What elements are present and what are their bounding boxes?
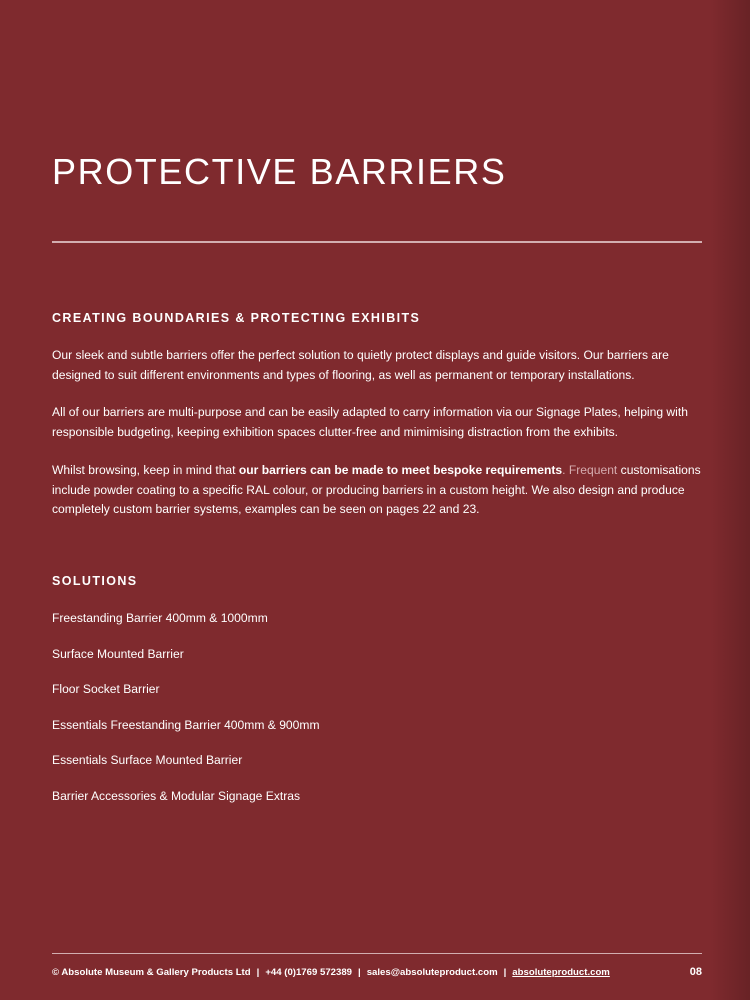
footer-separator: | xyxy=(358,967,361,978)
page-number: 08 xyxy=(689,966,702,978)
footer-separator: | xyxy=(256,967,260,978)
intro-paragraph-1: Our sleek and subtle barriers offer the perfect solution to quietly protect displays and guide visitors. Our barriers are designed to suit different environments and types of flooring, as well as permanent or temporary installations. xyxy=(52,348,669,382)
intro-heading: CREATING BOUNDARIES & PROTECTING EXHIBITS xyxy=(52,311,421,325)
solutions-heading: SOLUTIONS xyxy=(52,574,138,588)
footer-separator: | xyxy=(503,967,507,978)
intro-paragraph-3-end: customisations include powder coating to a specific RAL colour, or producing barriers in a custom height. We also design and produce completely custom barrier systems, examples can be seen on pages 22 and 23. xyxy=(52,463,701,516)
footer-website-link[interactable]: absoluteproduct.com xyxy=(512,967,610,978)
footer-phone: +44 (0)1769 572389 xyxy=(265,967,352,978)
page-edge-shadow xyxy=(710,0,750,1000)
intro-paragraph-3-faded: . Frequent xyxy=(562,463,618,477)
solution-item-accessories: Barrier Accessories & Modular Signage Extras xyxy=(52,788,301,803)
bespoke-highlight: our barriers can be made to meet bespoke requirements xyxy=(238,463,563,477)
intro-paragraph-2: All of our barriers are multi-purpose and can be easily adapted to carry information via our Signage Plates, helping with responsible budgeting, keeping exhibition spaces clutter-free and mimimising distraction from the exhibits. xyxy=(52,405,688,439)
footer xyxy=(52,966,610,980)
intro-paragraph-3-start: Whilst browsing, keep in mind that xyxy=(52,463,239,477)
solution-item-essentials-freestanding: Essentials Freestanding Barrier 400mm & 900mm xyxy=(52,717,320,732)
solution-item-freestanding: Freestanding Barrier 400mm & 1000mm xyxy=(52,611,268,625)
page-title: PROTECTIVE BARRIERS xyxy=(52,151,507,192)
solution-item-floor-socket: Floor Socket Barrier xyxy=(52,682,160,697)
footer-email: sales@absoluteproduct.com xyxy=(366,967,498,978)
footer-copyright: © Absolute Museum & Gallery Products Ltd xyxy=(52,967,251,978)
solution-item-surface-mounted: Surface Mounted Barrier xyxy=(52,646,184,661)
title-divider xyxy=(52,241,702,243)
intro-paragraph-3 xyxy=(52,461,702,520)
solutions-list xyxy=(52,609,320,823)
solution-item-essentials-surface-mounted: Essentials Surface Mounted Barrier xyxy=(52,753,243,768)
footer-divider xyxy=(52,953,702,954)
